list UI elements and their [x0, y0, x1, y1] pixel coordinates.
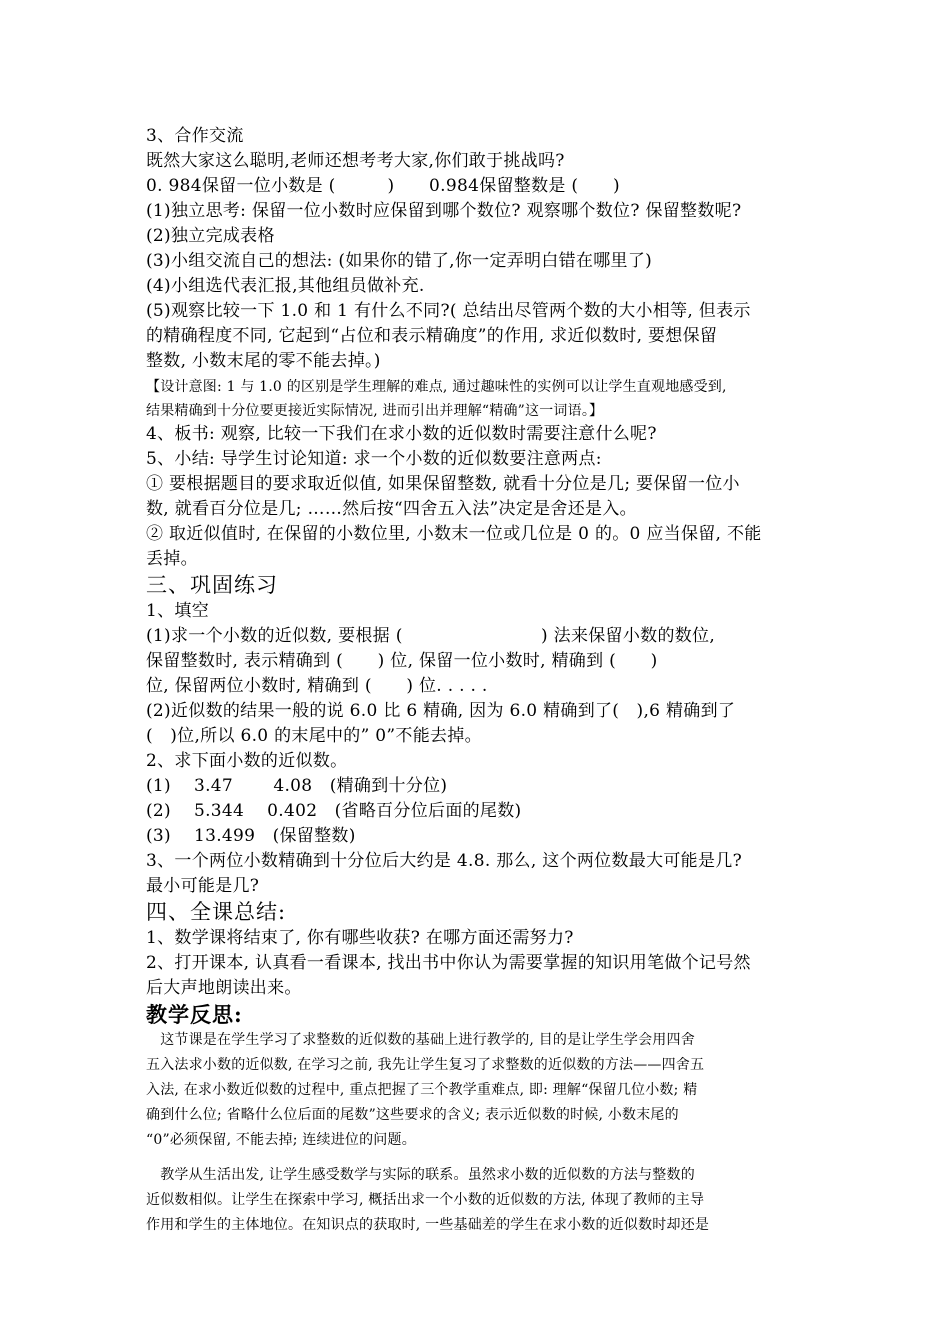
question-3-line-2: 最小可能是几?: [146, 876, 260, 896]
summary-item-2: 2、打开课本, 认真看一看课本, 找出书中你认为需要掌握的知识用笔做个记号然: [146, 953, 751, 973]
point-2-line-2: 丢掉。: [146, 549, 198, 569]
fill-line-4: (2)近似数的结果一般的说 6.0 比 6 精确, 因为 6.0 精确到了( ),6 精确到了: [146, 701, 736, 721]
section-title-cooperation: 3、合作交流: [146, 126, 244, 146]
point-1-line-1: ① 要根据题目的要求取近似值, 如果保留整数, 就看十分位是几; 要保留一位小: [146, 474, 740, 494]
reflection-p1-line-1: 这节课是在学生学习了求整数的近似数的基础上进行教学的, 目的是让学生学会用四舍: [146, 1032, 695, 1048]
reflection-p1-line-3: 入法, 在求小数近似数的过程中, 重点把握了三个教学重难点, 即: 理解“保留几位小数; 精: [146, 1082, 698, 1098]
summary-line: 5、小结: 导学生讨论知道: 求一个小数的近似数要注意两点:: [146, 449, 602, 469]
step-5-line-3: 整数, 小数末尾的零不能去掉。): [146, 351, 381, 371]
point-1-line-2: 数, 就看百分位是几; ……然后按“四舍五入法”决定是舍还是入。: [146, 499, 637, 519]
question-line: 0. 984保留一位小数是 ( ) 0.984保留整数是 ( ): [146, 176, 620, 196]
step-1: (1)独立思考: 保留一位小数时应保留到哪个数位? 观察哪个数位? 保留整数呢?: [146, 201, 742, 221]
step-3: (3)小组交流自己的想法: (如果你的错了,你一定弄明白错在哪里了): [146, 251, 653, 271]
step-4: (4)小组选代表汇报,其他组员做补充.: [146, 276, 425, 296]
challenge-intro: 既然大家这么聪明,老师还想考考大家,你们敢于挑战吗?: [146, 151, 565, 171]
design-note-line-2: 结果精确到十分位要更接近实际情况, 进而引出并理解“精确”这一词语。】: [146, 403, 604, 419]
part-3-heading: 三、巩固练习: [146, 573, 278, 597]
reflection-p1-line-2: 五入法求小数的近似数, 在学习之前, 我先让学生复习了求整数的近似数的方法——四舍五: [146, 1057, 705, 1073]
document-page: [146, 124, 826, 1238]
approx-line-1: (1) 3.47 4.08 (精确到十分位): [146, 776, 448, 796]
reflection-p1-line-5: “0”必须保留, 不能去掉; 连续进位的问题。: [146, 1132, 416, 1148]
step-2: (2)独立完成表格: [146, 226, 275, 246]
summary-item-3: 后大声地朗读出来。: [146, 978, 302, 998]
reflection-p2-line-2: 近似数相似。让学生在探索中学习, 概括出求一个小数的近似数的方法, 体现了教师的主导: [146, 1192, 705, 1208]
fill-line-1: (1)求一个小数的近似数, 要根据 ( ) 法来保留小数的数位,: [146, 626, 716, 646]
fill-line-2: 保留整数时, 表示精确到 ( ) 位, 保留一位小数时, 精确到 ( ): [146, 651, 658, 671]
point-2-line-1: ② 取近似值时, 在保留的小数位里, 小数末一位或几位是 0 的。0 应当保留, 不能: [146, 524, 762, 544]
approx-title: 2、求下面小数的近似数。: [146, 751, 348, 771]
board-line: 4、板书: 观察, 比较一下我们在求小数的近似数时需要注意什么呢?: [146, 424, 657, 444]
reflection-heading: 教学反思:: [146, 1002, 243, 1027]
approx-line-2: (2) 5.344 0.402 (省略百分位后面的尾数): [146, 801, 522, 821]
step-5-line-1: (5)观察比较一下 1.0 和 1 有什么不同?( 总结出尽管两个数的大小相等, 但表示: [146, 301, 751, 321]
fill-line-5: ( )位,所以 6.0 的末尾中的” 0”不能去掉。: [146, 726, 482, 746]
summary-item-1: 1、数学课将结束了, 你有哪些收获? 在哪方面还需努力?: [146, 928, 574, 948]
step-5-line-2: 的精确程度不同, 它起到“占位和表示精确度”的作用, 求近似数时, 要想保留: [146, 326, 718, 346]
fill-blank-title: 1、填空: [146, 601, 210, 621]
reflection-p2-line-1: 教学从生活出发, 让学生感受数学与实际的联系。虽然求小数的近似数的方法与整数的: [146, 1167, 695, 1183]
design-note-line-1: 【设计意图: 1 与 1.0 的区别是学生理解的难点, 通过趣味性的实例可以让学生直观地感受到,: [146, 379, 727, 395]
reflection-p2-line-3: 作用和学生的主体地位。在知识点的获取时, 一些基础差的学生在求小数的近似数时却还是: [146, 1217, 710, 1233]
approx-line-3: (3) 13.499 (保留整数): [146, 826, 356, 846]
fill-line-3: 位, 保留两位小数时, 精确到 ( ) 位. . . . .: [146, 676, 488, 696]
question-3-line-1: 3、一个两位小数精确到十分位后大约是 4.8. 那么, 这个两位数最大可能是几?: [146, 851, 742, 871]
part-4-heading: 四、全课总结:: [146, 900, 287, 924]
reflection-p1-line-4: 确到什么位; 省略什么位后面的尾数”这些要求的含义; 表示近似数的时候, 小数末尾的: [146, 1107, 679, 1123]
